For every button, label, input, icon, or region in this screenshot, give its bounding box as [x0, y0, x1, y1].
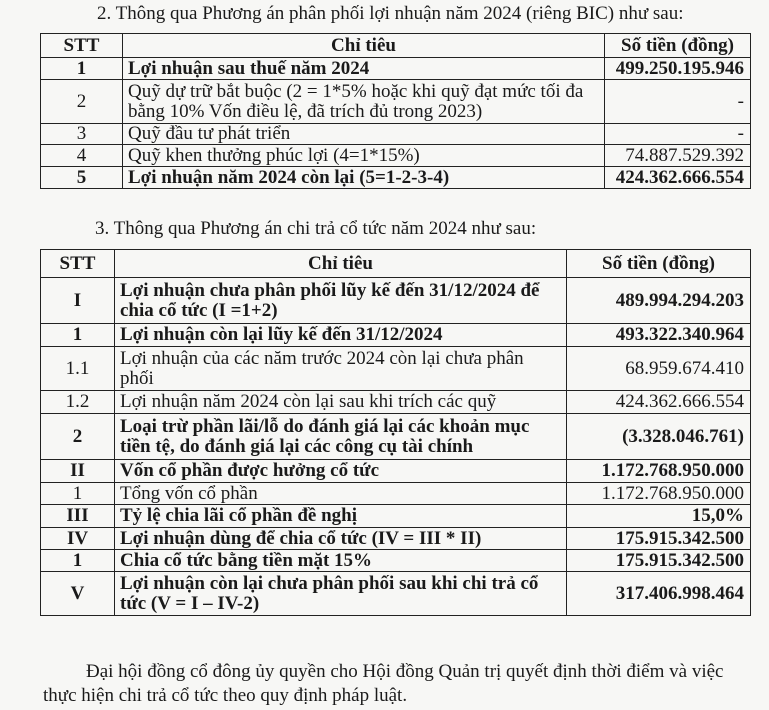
row-item: Tỷ lệ chia lãi cổ phần đề nghị — [115, 505, 567, 528]
table-row — [41, 124, 751, 145]
row-item: Lợi nhuận chưa phân phối lũy kế đến 31/12/2024 để chia cổ tức (I =1+2) — [115, 278, 567, 324]
row-stt: 2 — [41, 80, 123, 124]
row-amount: 1.172.768.950.000 — [567, 483, 751, 505]
header-stt: STT — [41, 34, 123, 58]
row-stt: 1.2 — [41, 391, 115, 414]
table-header-row — [41, 34, 751, 58]
row-item: Lợi nhuận còn lại lũy kế đến 31/12/2024 — [115, 324, 567, 347]
row-item: Chia cổ tức bằng tiền mặt 15% — [115, 550, 567, 572]
table-row — [41, 505, 751, 528]
table-row — [41, 550, 751, 572]
row-amount: 68.959.674.410 — [567, 347, 751, 391]
row-amount: 317.406.998.464 — [567, 572, 751, 616]
row-item: Quỹ đầu tư phát triển — [123, 124, 605, 145]
row-item: Lợi nhuận dùng để chia cổ tức (IV = III * II) — [115, 528, 567, 550]
row-amount: 499.250.195.946 — [605, 58, 751, 80]
row-stt: 1 — [41, 324, 115, 347]
table-header-row — [41, 250, 751, 278]
row-item: Lợi nhuận còn lại chưa phân phối sau khi chi trả cổ tức (V = I – IV-2) — [115, 572, 567, 616]
row-stt: 1 — [41, 550, 115, 572]
row-item: Lợi nhuận của các năm trước 2024 còn lại chưa phân phối — [115, 347, 567, 391]
profit-distribution-table — [40, 33, 751, 189]
closing-note: Đại hội đồng cổ đông ủy quyền cho Hội đồng Quản trị quyết định thời điểm và việc thực hiện chi trả cổ tức theo quy định pháp luật. — [43, 661, 724, 706]
table-row — [41, 80, 751, 124]
row-amount: 493.322.340.964 — [567, 324, 751, 347]
row-stt: I — [41, 278, 115, 324]
table-row — [41, 391, 751, 414]
row-item: Lợi nhuận năm 2024 còn lại sau khi trích các quỹ — [115, 391, 567, 414]
header-amount: Số tiền (đồng) — [605, 34, 751, 58]
header-item: Chỉ tiêu — [115, 250, 567, 278]
table-row — [41, 145, 751, 167]
header-item: Chỉ tiêu — [123, 34, 605, 58]
dividend-payment-table — [40, 249, 751, 616]
section-2-heading: 2. Thông qua Phương án phân phối lợi nhuận năm 2024 (riêng BIC) như sau: — [97, 3, 684, 24]
row-stt: 1.1 — [41, 347, 115, 391]
row-amount: - — [605, 80, 751, 124]
table-row — [41, 460, 751, 483]
table-row — [41, 324, 751, 347]
row-item: Loại trừ phần lãi/lỗ do đánh giá lại các khoản mục tiền tệ, do đánh giá lại các công cụ tài chính — [115, 414, 567, 460]
row-stt: 2 — [41, 414, 115, 460]
row-stt: 4 — [41, 145, 123, 167]
row-stt: III — [41, 505, 115, 528]
header-amount: Số tiền (đồng) — [567, 250, 751, 278]
row-item: Lợi nhuận sau thuế năm 2024 — [123, 58, 605, 80]
row-amount: 489.994.294.203 — [567, 278, 751, 324]
row-amount: 424.362.666.554 — [567, 391, 751, 414]
table-row — [41, 167, 751, 189]
row-item: Tổng vốn cổ phần — [115, 483, 567, 505]
row-item: Quỹ khen thưởng phúc lợi (4=1*15%) — [123, 145, 605, 167]
row-item: Quỹ dự trữ bắt buộc (2 = 1*5% hoặc khi quỹ đạt mức tối đa bằng 10% Vốn điều lệ, đã trích đủ trong 2023) — [123, 80, 605, 124]
table-row — [41, 414, 751, 460]
table-row — [41, 572, 751, 616]
row-amount: 424.362.666.554 — [605, 167, 751, 189]
section-3-heading: 3. Thông qua Phương án chi trả cổ tức năm 2024 như sau: — [95, 218, 537, 239]
table-row — [41, 278, 751, 324]
header-stt: STT — [41, 250, 115, 278]
row-stt: 5 — [41, 167, 123, 189]
row-stt: 1 — [41, 483, 115, 505]
table-row — [41, 58, 751, 80]
row-amount: 74.887.529.392 — [605, 145, 751, 167]
table-row — [41, 347, 751, 391]
table-row — [41, 483, 751, 505]
row-stt: V — [41, 572, 115, 616]
row-amount: - — [605, 124, 751, 145]
row-item: Lợi nhuận năm 2024 còn lại (5=1-2-3-4) — [123, 167, 605, 189]
row-amount: 15,0% — [567, 505, 751, 528]
table-row — [41, 528, 751, 550]
row-stt: IV — [41, 528, 115, 550]
row-amount: 1.172.768.950.000 — [567, 460, 751, 483]
row-amount: (3.328.046.761) — [567, 414, 751, 460]
row-stt: II — [41, 460, 115, 483]
row-item: Vốn cổ phần được hưởng cổ tức — [115, 460, 567, 483]
row-stt: 3 — [41, 124, 123, 145]
row-stt: 1 — [41, 58, 123, 80]
row-amount: 175.915.342.500 — [567, 528, 751, 550]
row-amount: 175.915.342.500 — [567, 550, 751, 572]
